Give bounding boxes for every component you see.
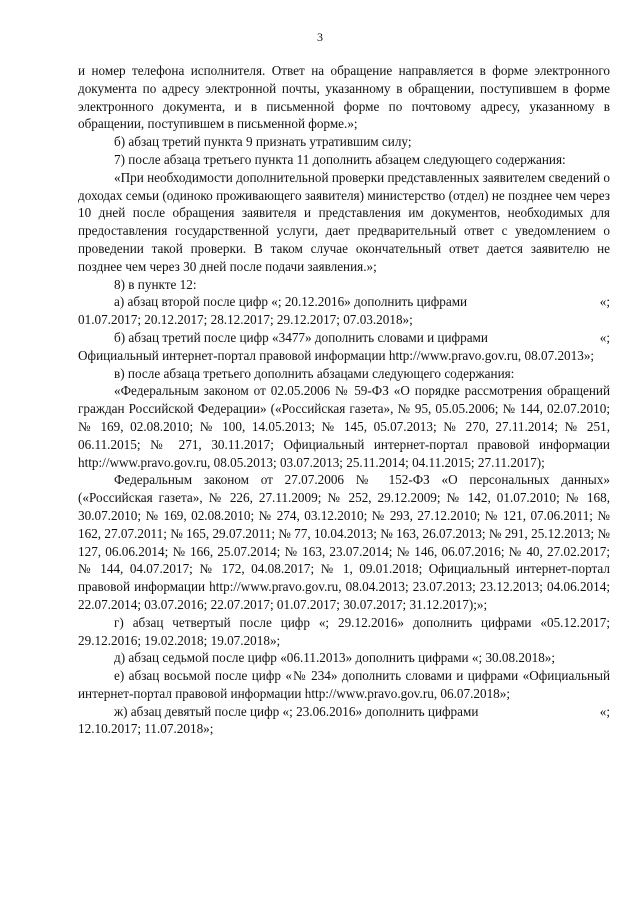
item-a-end: «; [599, 294, 610, 310]
law-59-fz: «Федеральным законом от 02.05.2006 № 59-ФЗ «О порядке рассмотрения обращений граждан Российской Федерации» («Российская газета», № 95, 05.05.2006; № 144, 02.07.2010; № 169, 02.08.2010; № 100, 14.05.2013; № 145, 05.07.2013; № 270, 27.11.2014; № 251, 06.11.2015; № 271, 30.11.2017; Официальный интернет-портал правовой информации http://www.pravo.gov.ru, 08.05.2013; 03.07.2013; 25.11.2014; 04.11.2015; 27.11.2017); [78, 383, 610, 470]
law-152-fz: Федеральным законом от 27.07.2006 № 152-ФЗ «О персональных данных» («Российская газета», № 226, 27.11.2009; № 252, 29.12.2009; № 142, 01.07.2010; № 168, 30.07.2010; № 169, 02.08.2010; № 274, 03.12.2010; № 293, 27.12.2010; № 121, 07.06.2011; № 162, 27.07.2011; № 165, 29.07.2011; № 77, 10.04.2013; № 163, 26.07.2013; № 291, 25.12.2013; № 127, 06.06.2014; № 166, 25.07.2014; № 163, 23.07.2014; № 146, 06.07.2016; № 40, 27.02.2017; № 144, 04.07.2017; № 172, 04.08.2017; № 1, 09.01.2018; Официальный интернет-портал правовой информации http://www.pravo.gov.ru, 08.04.2013; 23.07.2013; 23.12.2013; 04.06.2014; 22.07.2014; 03.07.2016; 22.07.2017; 01.07.2017; 30.07.2017; 31.12.2017);»; [78, 472, 610, 612]
item-g: г) абзац четвертый после цифр «; 29.12.2016» дополнить цифрами «05.12.2017; 29.12.2016; 19.02.2018; 19.07.2018»; [78, 614, 610, 648]
paragraph-quote-check: «При необходимости дополнительной проверки представленных заявителем сведений о доходах семьи (одиноко проживающего заявителя) министерство (отдел) не позднее чем через 10 дней после обращения заявителя и представления им документов, необходимых для предоставления государственной услуги, дает предварительный ответ с уведомлением о проведении такой проверки. В таком случае окончательный ответ дается заявителю не позднее чем через 30 дней после подачи заявления.»; [78, 169, 610, 274]
paragraph-item-b-point9: б) абзац третий пункта 9 признать утратившим силу; [114, 134, 412, 150]
item-a-line [78, 293, 610, 311]
item-b-end: «; [599, 329, 610, 345]
item-v: в) после абзаца третьего дополнить абзацами следующего содержания: [114, 365, 515, 381]
item-a-continuation: 01.07.2017; 20.12.2017; 28.12.2017; 29.12.2017; 07.03.2018»; [78, 312, 413, 328]
item-b-continuation: Официальный интернет-портал правовой информации http://www.pravo.gov.ru, 08.07.2013»; [78, 347, 595, 363]
item-d: д) абзац седьмой после цифр «06.11.2013» дополнить цифрами «; 30.08.2018»; [114, 650, 556, 666]
paragraph-item-8: 8) в пункте 12: [114, 276, 197, 292]
item-e: е) абзац восьмой после цифр «№ 234» дополнить словами и цифрами «Официальный интернет-портал правовой информации http://www.pravo.gov.ru, 06.07.2018»; [78, 668, 610, 701]
paragraph-item-7: 7) после абзаца третьего пункта 11 дополнить абзацем следующего содержания: [114, 151, 566, 167]
paragraph-continuation: и номер телефона исполнителя. Ответ на обращение направляется в форме электронного документа по адресу электронной почты, указанному в обращении, поступившем в форме электронного документа, и в письменной форме по почтовому адресу, указанному в обращении, поступившем в письменной форме.»; [78, 63, 610, 132]
item-zh-start: ж) абзац девятый после цифр «; 23.06.2016» дополнить цифрами [114, 703, 479, 719]
item-b-line [78, 329, 610, 347]
item-a-start: а) абзац второй после цифр «; 20.12.2016» дополнить цифрами [114, 294, 468, 310]
item-zh-line [78, 703, 610, 721]
item-zh-end: «; [599, 703, 610, 719]
item-zh-continuation: 12.10.2017; 11.07.2018»; [78, 721, 214, 737]
document-body [78, 62, 610, 738]
page-number: 3 [317, 30, 323, 44]
item-b-start: б) абзац третий после цифр «3477» дополнить словами и цифрами [114, 329, 488, 345]
